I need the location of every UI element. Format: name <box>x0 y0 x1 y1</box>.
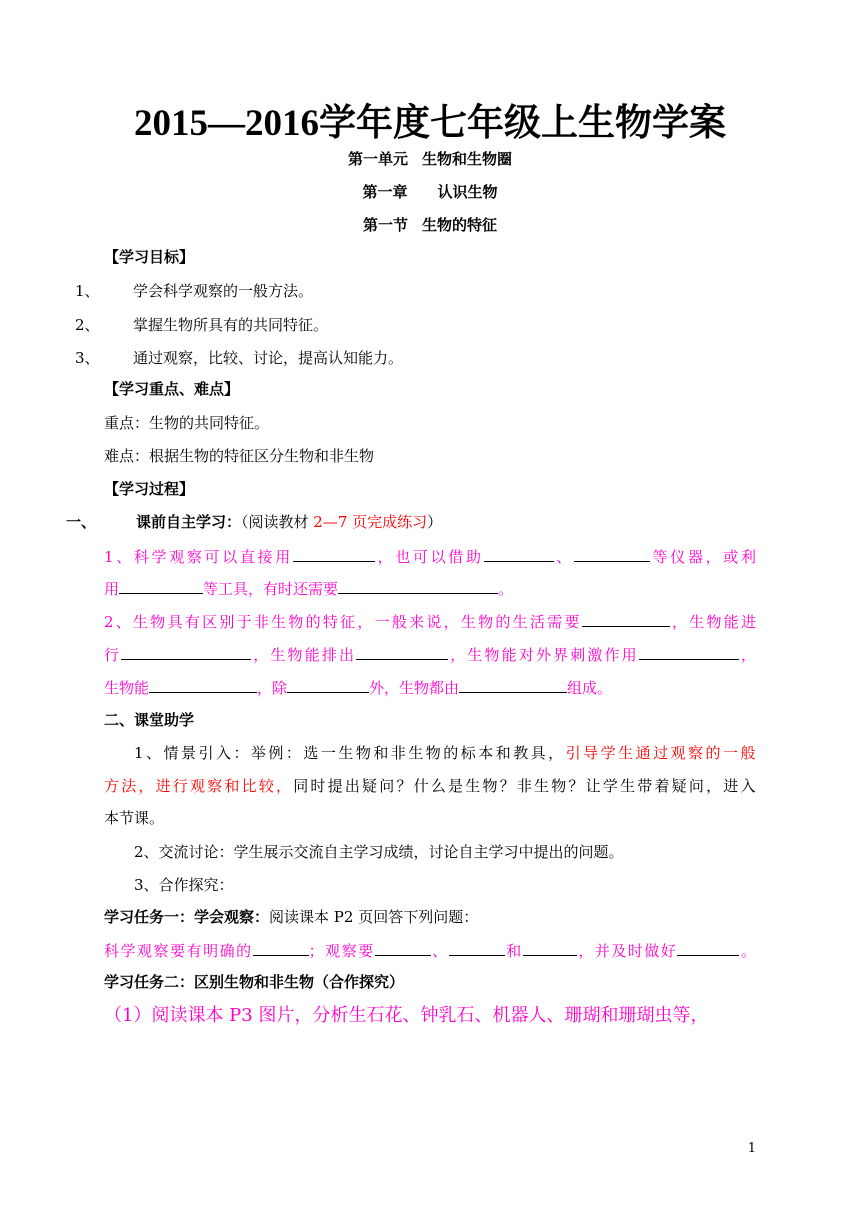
q1-text: 1、科学观察可以直接用 <box>104 548 293 566</box>
goal-number: 3、 <box>75 349 100 367</box>
q2-text: 2、生物具有区别于非生物的特征，一般来说，生物的生活需要 <box>104 613 582 631</box>
part1-heading <box>66 511 442 532</box>
task-1-text: 。 <box>739 942 756 960</box>
answer-blank[interactable] <box>293 545 375 562</box>
q2-text: 组成。 <box>567 679 613 697</box>
q2-text: ，生物能对外界刺激作用 <box>448 646 639 664</box>
intro-line-3: 本节课。 <box>104 809 165 827</box>
answer-blank[interactable] <box>253 939 309 956</box>
task-1-title: 学习任务一：学会观察： <box>104 908 270 926</box>
part1-number: 一、 <box>66 513 97 531</box>
answer-blank[interactable] <box>459 676 567 693</box>
answer-blank[interactable] <box>574 545 650 562</box>
q1-text: 等仪器，或利 <box>649 548 756 566</box>
page-number: 1 <box>747 1141 756 1156</box>
q1-text: 、 <box>553 548 574 566</box>
q2-text: ，除 <box>257 679 288 697</box>
question-1-line-2 <box>104 577 513 599</box>
section-heading <box>0 214 860 235</box>
answer-blank[interactable] <box>677 939 739 956</box>
task-1-text: ，并及时做好 <box>576 942 678 960</box>
task-1 <box>104 906 478 927</box>
intro-line-1 <box>134 742 756 763</box>
answer-blank[interactable] <box>449 939 505 956</box>
q2-text: ， <box>738 646 756 664</box>
goal-text: 掌握生物所具有的共同特征。 <box>133 316 329 334</box>
q2-text: ，生物能排出 <box>251 646 357 664</box>
unit-name: 生物和生物圈 <box>422 150 513 168</box>
task-2-question: （1）阅读课本 P3 图片，分析生石花、钟乳石、机器人、珊瑚和珊瑚虫等， <box>104 1005 709 1026</box>
part1-paren-open: （阅读教材 <box>241 513 314 531</box>
answer-blank[interactable] <box>523 939 577 956</box>
q2-text: 外，生物都由 <box>369 679 460 697</box>
unit-heading <box>0 148 860 169</box>
task-1-text: 科学观察要有明确的 <box>104 942 253 960</box>
q1-text: 等工具，有时还需要 <box>203 580 339 598</box>
section-label: 第一节 <box>362 216 408 234</box>
chapter-heading <box>0 181 860 202</box>
unit-label: 第一单元 <box>347 150 408 168</box>
question-2-line-2 <box>104 643 756 665</box>
question-1-line-1 <box>104 545 756 567</box>
q1-text: 用 <box>104 580 120 598</box>
question-2-line-1 <box>104 610 756 632</box>
q2-text: ，生物能进 <box>669 613 756 631</box>
goal-text: 学会科学观察的一般方法。 <box>133 282 314 300</box>
explore-heading: 3、合作探究： <box>134 876 234 894</box>
answer-blank[interactable] <box>582 610 670 627</box>
intro-line-2 <box>104 775 756 796</box>
goal-item <box>75 280 313 301</box>
answer-blank[interactable] <box>375 939 431 956</box>
task-2-title: 学习任务二：区别生物和非生物（合作探究） <box>104 973 405 991</box>
goal-item <box>75 314 328 335</box>
discussion-text: 2、交流讨论：学生展示交流自主学习成绩，讨论自主学习中提出的问题。 <box>134 843 624 861</box>
q2-text: 行 <box>104 646 122 664</box>
goal-number: 1、 <box>75 282 100 300</box>
intro-emphasis: 方法，进行观察和比较， <box>104 777 294 795</box>
page-title: 2015—2016学年度七年级上生物学案 <box>134 103 726 144</box>
q1-text: 。 <box>498 580 514 598</box>
chapter-label: 第一章 <box>362 183 408 201</box>
task-1-instruction: 阅读课本 P2 页回答下列问题： <box>269 908 479 926</box>
task-1-text: ；观察要 <box>308 942 375 960</box>
part1-pages: 2—7 页完成练习 <box>313 513 428 531</box>
answer-blank[interactable] <box>639 643 739 660</box>
intro-text: 1、情景引入：举例：选一生物和非生物的标本和教具， <box>134 744 566 762</box>
task-1-text: 和 <box>504 942 523 960</box>
answer-blank[interactable] <box>356 643 448 660</box>
process-heading: 【学习过程】 <box>104 480 195 498</box>
answer-blank[interactable] <box>119 577 203 594</box>
task-1-text: 、 <box>430 942 449 960</box>
task-1-question <box>104 939 756 961</box>
difficult-point: 难点：根据生物的特征区分生物和非生物 <box>104 447 375 465</box>
answer-blank[interactable] <box>338 577 498 594</box>
key-point: 重点：生物的共同特征。 <box>104 414 270 432</box>
answer-blank[interactable] <box>149 676 257 693</box>
key-heading: 【学习重点、难点】 <box>104 380 240 398</box>
part1-title: 课前自主学习： <box>136 513 242 531</box>
q1-text: ，也可以借助 <box>374 548 484 566</box>
part2-heading: 二、课堂助学 <box>104 711 195 729</box>
intro-text: 同时提出疑问？什么是生物？非生物？让学生带着疑问，进入 <box>293 777 756 795</box>
intro-emphasis: 引导学生通过观察的一般 <box>565 744 756 762</box>
q2-text: 生物能 <box>104 679 150 697</box>
part1-paren-close: ） <box>427 513 443 531</box>
chapter-name: 认识生物 <box>437 183 498 201</box>
goal-text: 通过观察，比较、讨论，提高认知能力。 <box>133 349 404 367</box>
answer-blank[interactable] <box>121 643 251 660</box>
question-2-line-3 <box>104 676 612 698</box>
goal-number: 2、 <box>75 316 100 334</box>
answer-blank[interactable] <box>484 545 554 562</box>
goal-item <box>75 347 403 368</box>
answer-blank[interactable] <box>287 676 369 693</box>
goals-heading: 【学习目标】 <box>104 248 195 266</box>
section-name: 生物的特征 <box>422 216 498 234</box>
